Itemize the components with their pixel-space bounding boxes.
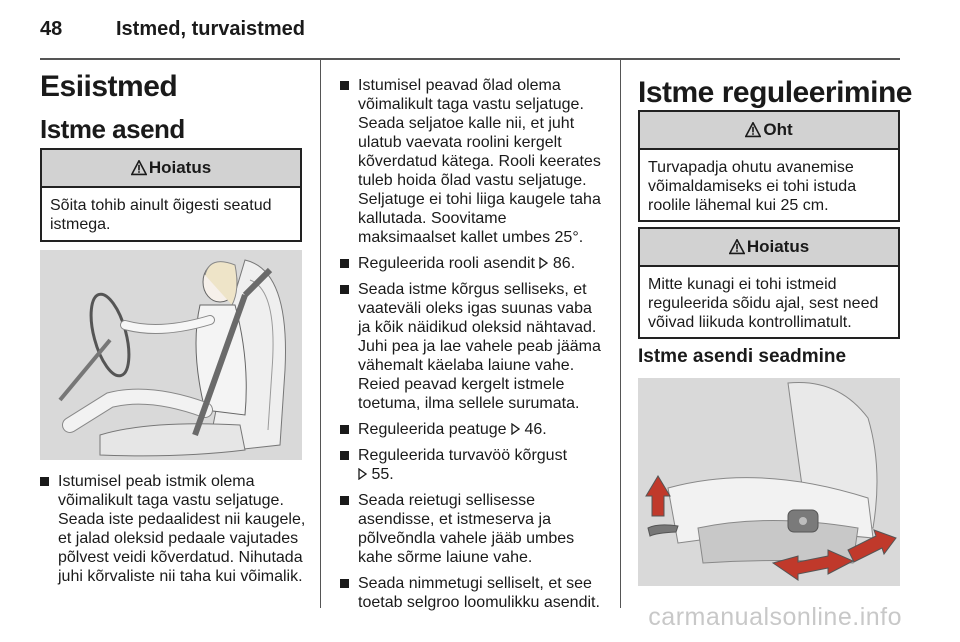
list-item-text: Reguleerida peatuge: [358, 421, 507, 438]
column-divider: [320, 60, 321, 608]
list-item-text: Istumisel peab istmik olema võimalikult taga vastu seljatuge. Seada iste pedaalidest nii kaugele, et jalad oleksid pedaale vajutades põlvest veidi kõverdatud. Nihutada juhi kõrvaliste nii taha kui võimalik.: [58, 473, 306, 585]
page-reference[interactable]: 55.: [371, 466, 394, 483]
warning-text: Sõita tohib ainult õigesti seatud istmega.: [50, 197, 272, 233]
warning-text: Mitte kunagi ei tohi istmeid reguleerida sõidu ajal, sest need võivad liikuda kontrollimatult.: [648, 276, 879, 331]
warning-title: Hoiatus: [148, 158, 212, 177]
seat-controls-svg: [638, 378, 900, 586]
bullet-square: [340, 579, 349, 588]
bullet-square: [40, 477, 49, 486]
page-reference[interactable]: 46.: [524, 421, 547, 438]
danger-box: [638, 110, 900, 222]
page-reference-icon: [358, 468, 367, 480]
bullet-square: [340, 81, 349, 90]
page-number: 48: [40, 18, 63, 40]
warning-box: [638, 227, 900, 339]
seat-adjustment-illustration: [638, 378, 900, 586]
subsection-title: Istme asendi seadmine: [638, 346, 847, 367]
seat-position-list-2: [340, 76, 606, 619]
list-item: [340, 491, 606, 567]
danger-title: Oht: [763, 120, 793, 139]
section-title: Esiistmed: [40, 70, 178, 103]
warning-header: [42, 150, 300, 188]
warning-icon: [131, 160, 147, 176]
bullet-square: [340, 451, 349, 460]
watermark: carmanualsonline.info: [648, 603, 902, 631]
list-item-text: Seada istme kõrgus selliseks, et vaateväli oleks igas suunas vaba ja kõik näidikud oleksid nähtavad. Juhi pea ja lae vahele peab jääma vähemalt käelaba laiune vahe. Reied peavad kergelt istmele toetuma, ilma sellele surumata.: [358, 281, 601, 412]
list-item: [340, 420, 606, 439]
list-item-text: Seada nimmetugi selliselt, et see toetab selgroo loomulikku asendit.: [358, 575, 600, 611]
chapter-title: Istmed, turvaistmed: [116, 18, 305, 40]
bullet-square: [340, 259, 349, 268]
seat-position-list-1: [40, 472, 306, 593]
bullet-square: [340, 285, 349, 294]
subsection-title: Istme asend: [40, 114, 185, 144]
warning-header: [640, 229, 898, 267]
warning-icon: [745, 122, 761, 138]
warning-title: Hoiatus: [746, 237, 810, 256]
header-divider: [40, 58, 900, 60]
danger-text: Turvapadja ohutu avanemise võimaldamiseks ei tohi istuda roolile lähemal kui 25 cm.: [648, 159, 857, 214]
section-title: Istme reguleerimine: [638, 76, 912, 109]
warning-icon: [729, 239, 745, 255]
page-reference[interactable]: 86.: [552, 255, 576, 272]
list-item: [340, 446, 606, 484]
list-item: [40, 472, 306, 586]
list-item-text: Seada reietugi sellisesse asendisse, et istmeserva ja põlveõndla vahele jääb umbes kahe sõrme laiune vahe.: [358, 492, 575, 566]
column-divider: [620, 60, 621, 608]
list-item-text: Istumisel peavad õlad olema võimalikult taga vastu seljatuge. Seada seljatoe kalle nii, et juht ulatub vaevata roolini kergelt kõverdatud kätega. Rooli keerates tuleb hoida õlad vastu seljatuge. Seljatuge ei tohi liiga kaugele taha kallutada. Soovitame maksimaalset kallet umbes 25°.: [358, 77, 601, 246]
bullet-square: [340, 496, 349, 505]
page-reference-icon: [539, 257, 548, 269]
driver-illustration-svg: [40, 250, 302, 460]
list-item: [340, 76, 606, 247]
danger-header: [640, 112, 898, 150]
warning-box: [40, 148, 302, 242]
list-item-text: Reguleerida turvavöö kõrgust: [358, 447, 568, 464]
list-item-text: Reguleerida rooli asendit: [358, 255, 535, 272]
list-item: [340, 280, 606, 413]
page-reference-icon: [511, 423, 520, 435]
driver-seating-illustration: [40, 250, 302, 460]
list-item: [340, 574, 606, 612]
list-item: [340, 254, 606, 273]
bullet-square: [340, 425, 349, 434]
